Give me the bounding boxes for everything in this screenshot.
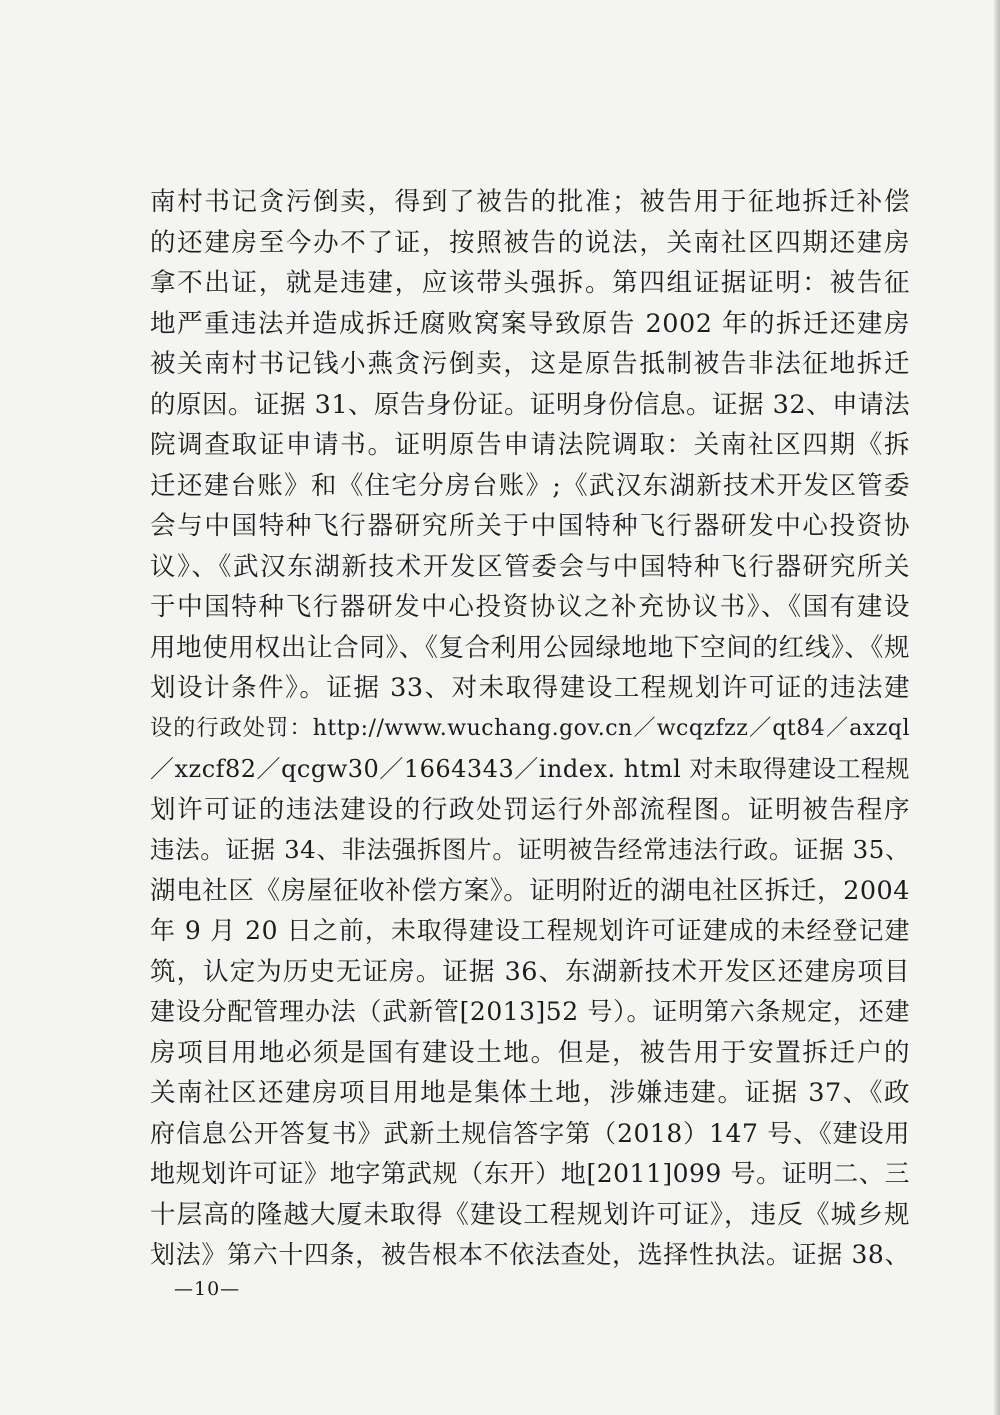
text-line: 划法》第六十四条，被告根本不依法查处，选择性执法。证据 38、 xyxy=(150,1240,910,1269)
text-line: 议》、《武汉东湖新技术开发区管委会与中国特种飞行器研究所关 xyxy=(150,551,910,582)
text-line: 院调查取证申请书。证明原告申请法院调取：关南社区四期《拆 xyxy=(150,430,910,460)
document-body xyxy=(150,182,910,1276)
text-line: 迁还建台账》和《住宅分房台账》;《武汉东湖新技术开发区管委 xyxy=(150,470,910,501)
text-line: 房项目用地必须是国有建设土地。但是，被告用于安置拆迁户的 xyxy=(150,1037,910,1068)
scan-edge xyxy=(994,0,1000,1415)
text-line: 的原因。证据 31、原告身份证。证明身份信息。证据 32、申请法 xyxy=(150,389,911,420)
text-line: 于中国特种飞行器研发中心投资协议之补充协议书》、《国有建设 xyxy=(150,592,910,622)
text-line: 违法。证据 34、非法强拆图片。证明被告经常违法行政。证据 35、 xyxy=(150,835,910,864)
text-line: 拿不出证，就是违建，应该带头强拆。第四组证据证明：被告征 xyxy=(150,268,910,298)
text-line: 被关南村书记钱小燕贪污倒卖，这是原告抵制被告非法征地拆迁 xyxy=(150,349,910,379)
text-line: 会与中国特种飞行器研究所关于中国特种飞行器研发中心投资协 xyxy=(150,511,910,541)
text-line: 关南社区还建房项目用地是集体土地，涉嫌违建。证据 37、《政 xyxy=(150,1078,910,1108)
text-line: 设的行政处罚：http://www.wuchang.gov.cn／wcqzfzz／qt84／axzql xyxy=(150,715,910,741)
text-line: 十层高的隆越大厦未取得《建设工程规划许可证》，违反《城乡规 xyxy=(150,1199,910,1230)
text-line: 地规划许可证》地字第武规（东开）地[2011]099 号。证明二、三 xyxy=(150,1159,910,1188)
text-line: 年 9 月 20 日之前，未取得建设工程规划许可证建成的未经登记建 xyxy=(150,916,910,945)
text-line: 划许可证的违法建设的行政处罚运行外部流程图。证明被告程序 xyxy=(150,794,910,825)
text-line: 地严重违法并造成拆迁腐败窝案导致原告 2002 年的拆迁还建房 xyxy=(150,308,910,339)
text-line: 建设分配管理办法（武新管[2013]52 号）。证明第六条规定，还建 xyxy=(150,997,910,1026)
text-line: 划设计条件》。证据 33、对未取得建设工程规划许可证的违法建 xyxy=(150,673,910,703)
text-line: ／xzcf82／qcgw30／1664343／index. html 对未取得建设工程规 xyxy=(150,755,910,783)
text-line: 湖电社区《房屋征收补偿方案》。证明附近的湖电社区拆迁，2004 xyxy=(150,875,910,906)
text-line: 南村书记贪污倒卖，得到了被告的批准；被告用于征地拆迁补偿 xyxy=(150,187,910,217)
text-line: 府信息公开答复书》武新土规信答字第（2018）147 号、《建设用 xyxy=(150,1118,910,1148)
text-line: 的还建房至今办不了证，按照被告的说法，关南社区四期还建房 xyxy=(150,227,910,258)
text-line: 用地使用权出让合同》、《复合利用公园绿地地下空间的红线》、《规 xyxy=(150,632,910,663)
page-number: —10— xyxy=(174,1278,241,1300)
text-line: 筑，认定为历史无证房。证据 36、东湖新技术开发区还建房项目 xyxy=(150,956,910,987)
